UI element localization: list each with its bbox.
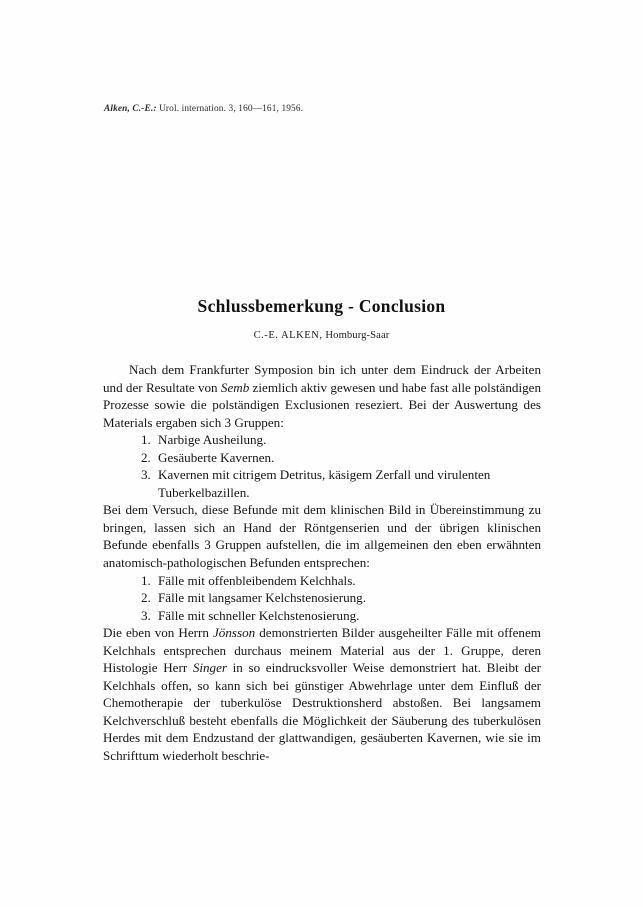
- page-title: Schlussbemerkung - Conclusion: [197, 296, 446, 316]
- paragraph-3-part-c: in so eindrucksvoller Weise demonstriert hat. Bleibt der Kelchhals offen, so kann sich bei günstiger Abwehrlage unter dem Einfluß der Chemotherapie der tuberkulöse Destruktionsherd abstoßen. Bei langsamem Kelchverschluß besteht ebenfalls die Möglichkeit der Säuberung des tuberkulösen Herdes mit dem Endzustand der glattwandigen, gesäuberten Kavernen, wie sie im Schrifttum wiederholt beschrie-: [103, 660, 541, 764]
- list-marker: 3.: [141, 467, 151, 483]
- list-item: [103, 431, 541, 449]
- paragraph-3-part-a: Die eben von Herrn: [103, 625, 213, 641]
- running-head-author: Alken, C.-E.:: [104, 104, 157, 114]
- citation-name-singer: Singer: [192, 660, 228, 676]
- list-marker: 1.: [141, 432, 151, 448]
- list-marker: 1.: [141, 572, 151, 588]
- title-block: [0, 296, 643, 341]
- paragraph-3: [103, 624, 541, 764]
- running-head-citation: Urol. internation. 3, 160—161, 1956.: [159, 104, 304, 114]
- citation-name-jonsson: Jönsson: [212, 625, 256, 641]
- citation-name-semb: Semb: [220, 379, 250, 395]
- paragraph-2: Bei dem Versuch, diese Befunde mit dem klinischen Bild in Übereinstimmung zu bringen, lassen sich an Hand der Röntgenserien und der übrigen klinischen Befunde ebenfalls 3 Gruppen aufstellen, die im allgemeinen den eben erwähnten anatomisch-pathologischen Befunden entsprechen:: [103, 502, 541, 571]
- list-item-text: Gesäuberte Kavernen.: [158, 449, 275, 465]
- list-item: [103, 466, 541, 501]
- paragraph-1-part-b: ziemlich aktiv gewesen und habe fast alle polständigen Prozesse sowie die polständigen Exclusionen reseziert. Bei der Auswertung des Materials ergaben sich 3 Gruppen:: [103, 379, 541, 430]
- list-item-text: Fälle mit schneller Kelchstenosierung.: [158, 607, 360, 623]
- numbered-list-one: [103, 431, 541, 501]
- list-item: [103, 449, 541, 467]
- byline: [0, 330, 643, 341]
- list-item: [103, 572, 541, 590]
- paragraph-3-part-b: demonstrierten Bilder ausgeheilter Fälle mit offenem Kelchhals entsprechen durchaus meinem Material aus der 1. Gruppe, deren Histologie Herr: [103, 625, 541, 676]
- list-item-text: Narbige Ausheilung.: [158, 432, 267, 448]
- byline-affiliation: Homburg-Saar: [325, 330, 390, 341]
- body-text-column: [103, 361, 541, 765]
- numbered-list-two: [103, 572, 541, 625]
- list-item-text: Fälle mit offenbleibendem Kelchhals.: [158, 572, 356, 588]
- list-marker: 2.: [141, 449, 151, 465]
- paragraph-1: [103, 361, 541, 431]
- running-head: [104, 104, 544, 114]
- paragraph-1-part-a: Nach dem Frankfurter Symposion bin ich unter dem Eindruck der Arbeiten und der Resultate von: [103, 362, 541, 395]
- list-marker: 2.: [141, 590, 151, 606]
- byline-author: C.-E. ALKEN,: [253, 330, 323, 341]
- list-marker: 3.: [141, 607, 151, 623]
- list-item-text: Kavernen mit citrigem Detritus, käsigem Zerfall und virulenten Tuberkelbazillen.: [158, 467, 491, 500]
- list-item: [103, 607, 541, 625]
- list-item: [103, 589, 541, 607]
- list-item-text: Fälle mit langsamer Kelchstenosierung.: [158, 590, 366, 606]
